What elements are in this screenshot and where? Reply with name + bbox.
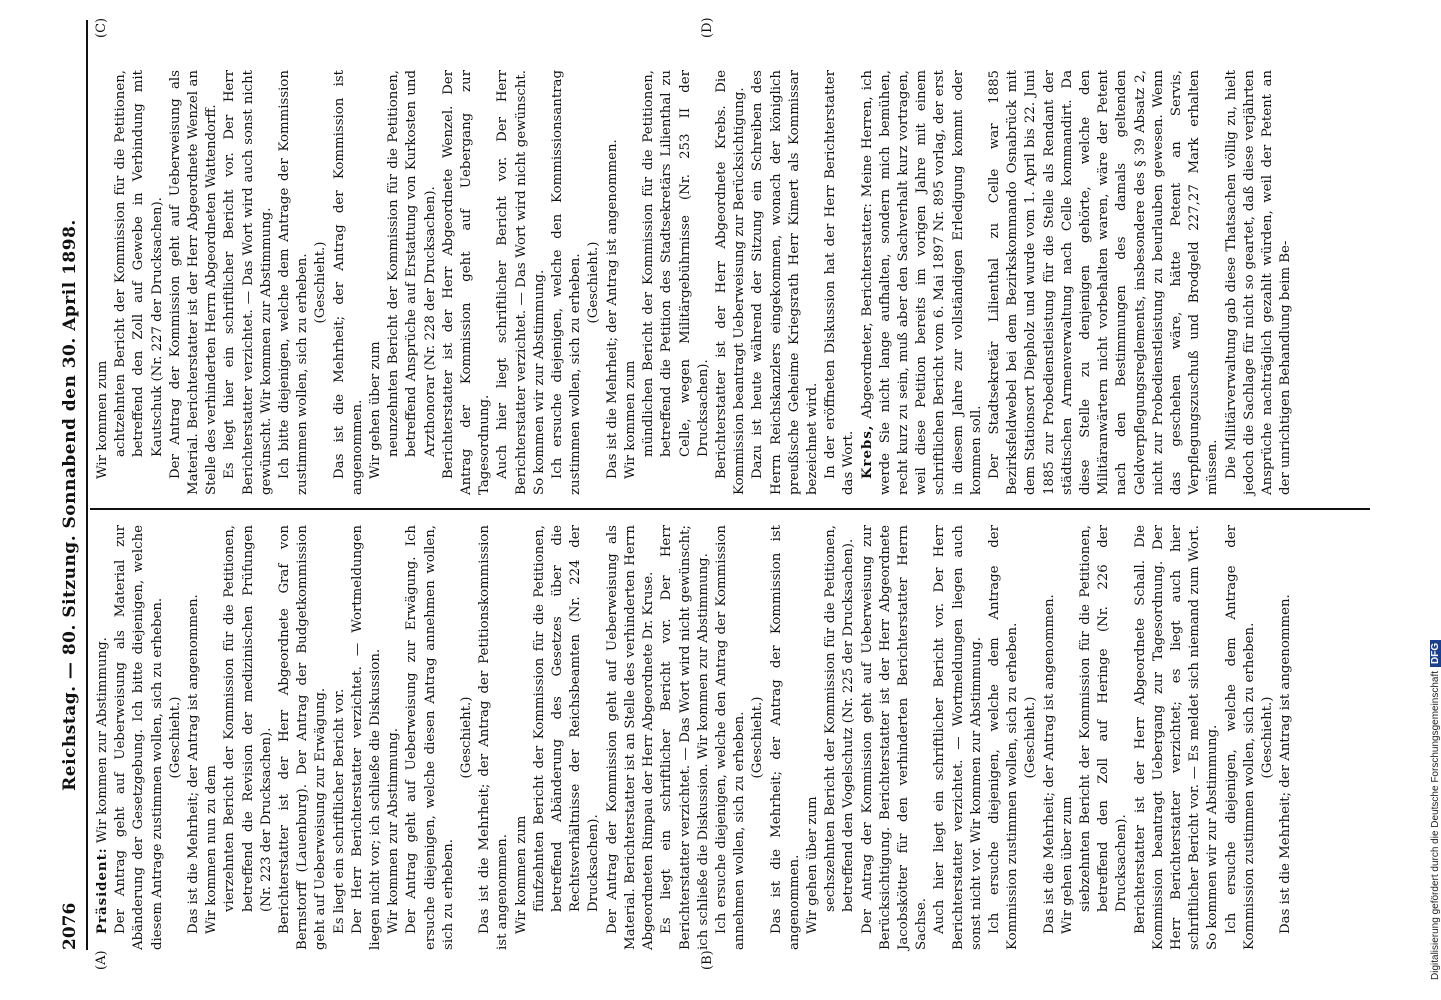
- paragraph: fünfzehnten Bericht der Kommission für die Petitionen, betreffend Abänderung des Gesetzes über die Rechtsverhältnisse der Reichsbeamten (Nr. 224 der Drucksachen).: [531, 525, 602, 912]
- paragraph: Wir kommen zum: [95, 360, 110, 479]
- paragraph: Wir gehen über zum: [804, 796, 820, 934]
- paragraph: Wir kommen zum: [622, 360, 638, 479]
- paragraph: neunzehnten Bericht der Kommission für die Petitionen, betreffend Ansprüche auf Erstattung von Kurkosten und Arzthonorar (Nr. 228 der Drucksachen).: [386, 70, 438, 457]
- paragraph: Berichterstatter ist der Herr Abgeordnete Wenzel. Der Antrag der Kommission geht auf Uebergang zur Tagesordnung.: [440, 70, 493, 495]
- paragraph: vierzehnten Bericht der Kommission für die Petitionen, betreffend die Revision der medizinischen Prüfungen (Nr. 223 der Drucksachen).: [222, 525, 274, 912]
- right-text-column: [94, 70, 1374, 495]
- paragraph: Das ist die Mehrheit; der Antrag ist angenommen.: [1278, 594, 1294, 934]
- column-divider: [90, 508, 1370, 510]
- paragraph: Wir kommen nun zu dem: [204, 765, 220, 934]
- paragraph: mündlichen Bericht der Kommission für die Petitionen, betreffend die Petition des Stadtsekretärs Lilienthal zu Celle, wegen Militärgebührnisse (Nr. 253 II der Drucksachen).: [641, 70, 711, 457]
- margin-mark-b: (B): [700, 950, 715, 970]
- paragraph: Das ist die Mehrheit; der Antrag ist angenommen.: [186, 594, 202, 934]
- paragraph: Es liegt ein schriftlicher Bericht vor.: [331, 688, 347, 934]
- credit-text: Digitalisierung gefördert durch die Deutsche Forschungsgemeinschaft: [1430, 670, 1441, 980]
- paragraph: (Geschieht.): [167, 696, 183, 779]
- paragraph: Das ist die Mehrheit; der Antrag ist angenommen.: [1041, 594, 1057, 934]
- digitization-credit-strip: [1416, 10, 1441, 990]
- paragraph: Die Militärverwaltung gab diese Thatsachen völlig zu, hielt jedoch die Sachlage für nicht so geartet, daß diese verjährten Ansprüche nachträglich gezahlt würden, weil der Petent an der unrichtigen Behandlung beim Be-: [1223, 70, 1294, 495]
- paragraph: Ich bitte diejenigen, welche dem Antrage der Kommission zustimmen wollen, sich zu erheben.: [277, 70, 311, 495]
- rotated-page-content: [60, 17, 1380, 970]
- paragraph: Es liegt hier ein schriftlicher Bericht vor. Der Herr Berichterstatter verzichtet. — Das Wort wird auch sonst nicht gewünscht. Wir kommen zur Abstimmung.: [222, 70, 274, 495]
- paragraph: Berichterstatter ist der Herr Abgeordnete Krebs. Die Kommission beantragt Ueberweisung zur Berücksichtigung.: [713, 70, 748, 495]
- header-title: Reichstag. — 80. Sitzung. Sonnabend den 30. April 1898.: [60, 219, 80, 791]
- paragraph: (Geschieht.): [459, 696, 475, 779]
- paragraph: Berichterstatter ist der Herr Abgeordnete Schall. Die Kommission beantragt Uebergang zur Tagesordnung. Der Herr Berichterstatter verzichtet; es liegt auch hier schriftlicher Bericht vor. — Es meldet sich niemand zum Wort. So kommen wir zur Abstimmung.: [1132, 525, 1221, 950]
- page-number: 2076: [60, 902, 80, 950]
- paragraph: Der Antrag der Kommission geht auf Ueberweisung als Material. Berichterstatter ist der Herr Abgeordnete Wenzel an Stelle des verhinderten Herrn Abgeordneten Wattendorff.: [167, 70, 220, 495]
- paragraph: Wir kommen zur Abstimmung.: [386, 728, 402, 934]
- paragraph: Auch hier liegt ein schriftlicher Bericht vor. Der Herr Berichterstatter verzichtet. — Wortmeldungen liegen auch sonst nicht vor. Wir kommen zur Abstimmung.: [932, 525, 984, 950]
- dfg-logo: DFG: [1430, 640, 1441, 667]
- paragraph: Das ist die Mehrheit; der Antrag der Kommission ist angenommen.: [331, 70, 365, 495]
- paragraph: Dazu ist heute während der Sitzung ein Schreiben des Herrn Reichskanzlers eingekommen, wonach der königlich preußische Geheime Kriegsrath Herr Kimert als Kommissar bezeichnet wird.: [750, 70, 820, 495]
- paragraph: Der Herr Berichterstatter verzichtet. — Wortmeldungen liegen nicht vor; ich schließe die Diskussion.: [349, 525, 384, 950]
- paragraph: (Geschieht.): [1023, 696, 1039, 779]
- paragraph: (Geschieht.): [1260, 696, 1275, 779]
- left-text-column: [94, 525, 1374, 950]
- paragraph: Wir gehen über zum: [1059, 796, 1075, 934]
- paragraph: Der Antrag geht auf Ueberweisung zur Erwägung. Ich ersuche diejenigen, welche diesen Antrag annehmen wollen, sich zu erheben.: [404, 525, 456, 950]
- paragraph: Ich ersuche diejenigen, welche den Kommissionsantrag zustimmen wollen, sich zu erheben.: [550, 70, 584, 495]
- digitization-credit: [1430, 20, 1441, 980]
- paragraph: Wir kommen zum: [513, 815, 529, 934]
- paragraph: Das ist die Mehrheit; der Antrag ist angenommen.: [604, 139, 620, 479]
- margin-mark-c: (C): [94, 17, 109, 38]
- paragraph: (Geschieht.): [313, 241, 329, 324]
- paragraph: Der Antrag geht auf Ueberweisung als Material zur Abänderung der Gesetzgebung. Ich bitte diejenigen, welche diesem Antrage zustimmen wollen, sich zu erheben.: [113, 525, 165, 950]
- paragraph: Berichterstatter ist der Herr Abgeordnete Graf von Bernstorff (Lauenburg). Der Antrag der Budgetkommission geht auf Ueberweisung zur Erwägung.: [277, 525, 329, 950]
- paragraph: Der Antrag der Kommission geht auf Ueberweisung als Material. Berichterstatter ist an Stelle des verhinderten Herrn Abgeordneten Rimpau der Herr Abgeordnete Dr. Kruse.: [604, 525, 657, 950]
- paragraph: Der Stadtsekretär Lilienthal zu Celle war 1885 Bezirksfeldwebel bei dem Bezirkskommando Osnabrück mit dem Stationsort Diepholz und wurde vom 1. April bis 22. Juni 1885 zur Probedienstleistung für die Stelle als Rendant der städtischen Armenverwaltung nach Celle kommandirt. Da diese Stelle zu denjenigen gehörte, welche den Militäranwärtern nicht vorbehalten waren, wäre der Petent nach den Bestimmungen des damals geltenden Geldverpflegungsreglements, insbesondere des § 39 Absatz 2, nicht zur Probedienstleistung zu beurlauben gewesen. Wenn das geschehen wäre, hätte Petent an Servis, Verpflegungszuschuß und Brodgeld 227,27 Mark erhalten müssen.: [986, 70, 1221, 495]
- paragraph: Ich ersuche diejenigen, welche den Antrag der Kommission annehmen wollen, sich zu erheben.: [713, 525, 748, 950]
- paragraph: Krebs, Abgeordneter, Berichterstatter: Meine Herren, ich werde Sie nicht lange aufhalten, sondern mich bemühen, recht kurz zu sein, muß aber den Sachverhalt kurz vortragen, weil diese Petition bereits im vorigen Jahre mit einem schriftlichen Bericht vom 6. Mai 1897 Nr. 895 vorlag, der erst in diesem Jahre zur vollständigen Erledigung kommt oder kommen soll.: [859, 70, 984, 495]
- paragraph: Wir gehen über zum: [368, 341, 384, 479]
- paragraph: Es liegt ein schriftlicher Bericht vor. Der Herr Berichterstatter verzichtet. — Das Wort wird nicht gewünscht; ich schließe die Diskussion. Wir kommen zur Abstimmung.: [659, 525, 711, 950]
- margin-mark-d: (D): [700, 17, 715, 38]
- running-header: [60, 20, 82, 950]
- paragraph: Auch hier liegt schriftlicher Bericht vor. Der Herr Berichterstatter verzichtet. — Das Wort wird nicht gewünscht. So kommen wir zur Abstimmung.: [495, 70, 547, 495]
- header-rule: [86, 20, 88, 950]
- margin-mark-a: (A): [94, 950, 109, 970]
- paragraph: (Geschieht.): [586, 241, 602, 324]
- paragraph: (Geschieht.): [750, 696, 766, 779]
- paragraph: Das ist die Mehrheit; der Antrag der Kommission ist angenommen.: [768, 525, 802, 950]
- paragraph: achtzehnten Bericht der Kommission für die Petitionen, betreffend den Zoll auf Gewebe in Verbindung mit Kautschuk (Nr. 227 der Drucksachen).: [113, 70, 165, 457]
- paragraph: In der eröffneten Diskussion hat der Herr Berichterstatter das Wort.: [823, 70, 857, 495]
- paragraph: Der Antrag der Kommission geht auf Ueberweisung zur Berücksichtigung. Berichterstatter ist der Herr Abgeordnete Jacobskötter für den verhinderten Berichterstatter Herrn Sachse.: [859, 525, 930, 950]
- paragraph: Ich ersuche diejenigen, welche dem Antrage der Kommission zustimmen wollen, sich zu erheben.: [986, 525, 1021, 950]
- paragraph: Präsident: Wir kommen zur Abstimmung.: [95, 637, 110, 934]
- paragraph: Ich ersuche diejenigen, welche dem Antrage der Kommission zustimmen wollen, sich zu erheben.: [1223, 525, 1257, 950]
- paragraph: Das ist die Mehrheit; der Antrag der Petitionskommission ist angenommen.: [477, 525, 511, 950]
- paragraph: siebzehnten Bericht der Kommission für die Petitionen, betreffend den Zoll auf Heringe (Nr. 226 der Drucksachen).: [1077, 525, 1130, 912]
- paragraph: sechszehnten Bericht der Kommission für die Petitionen, betreffend den Vogelschutz (Nr. 225 der Drucksachen).: [823, 525, 857, 912]
